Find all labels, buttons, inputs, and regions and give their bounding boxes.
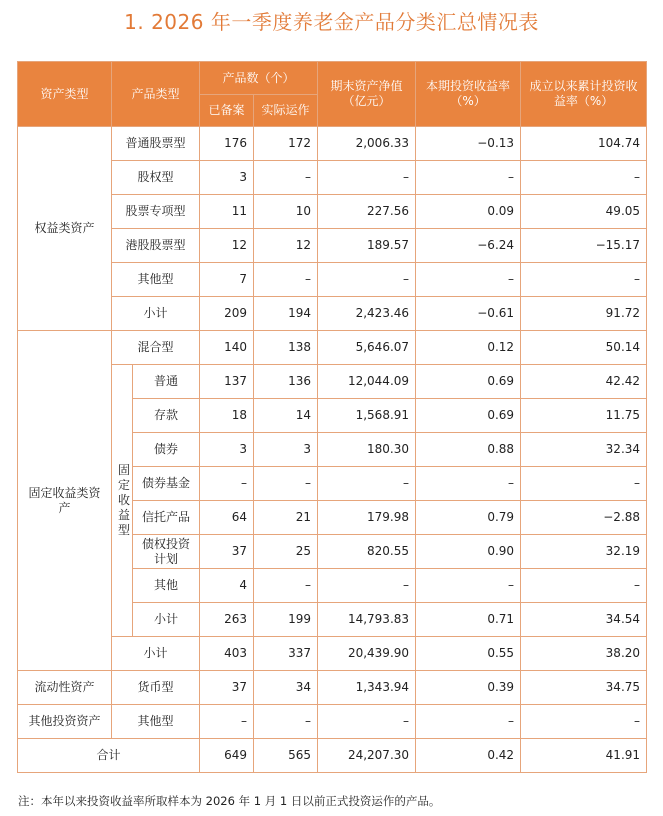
product-type-cell: 债券基金 <box>133 467 200 501</box>
registered-cell: – <box>200 467 254 501</box>
operating-cell: – <box>254 705 318 739</box>
period-return-cell: 0.71 <box>416 603 521 637</box>
product-type-cell: 其他型 <box>112 263 200 297</box>
period-return-cell: 0.90 <box>416 535 521 569</box>
period-return-cell: 0.79 <box>416 501 521 535</box>
operating-cell: 136 <box>254 365 318 399</box>
cumulative-return-cell: 11.75 <box>521 399 647 433</box>
cumulative-return-cell: 104.74 <box>521 127 647 161</box>
net-asset-cell: – <box>318 569 416 603</box>
table-row <box>18 127 647 161</box>
cumulative-return-cell: 50.14 <box>521 331 647 365</box>
net-asset-cell: – <box>318 705 416 739</box>
product-type-cell: 货币型 <box>112 671 200 705</box>
registered-cell: 18 <box>200 399 254 433</box>
cumulative-return-cell: 32.19 <box>521 535 647 569</box>
operating-cell: – <box>254 263 318 297</box>
net-asset-cell: 2,423.46 <box>318 297 416 331</box>
header-product-type: 产品类型 <box>112 62 200 127</box>
header-product-count: 产品数（个） <box>200 62 318 95</box>
period-return-cell: 0.88 <box>416 433 521 467</box>
product-type-cell: 其他型 <box>112 705 200 739</box>
operating-cell: – <box>254 569 318 603</box>
period-return-cell: −6.24 <box>416 229 521 263</box>
header-cumulative-return: 成立以来累计投资收益率（%） <box>521 62 647 127</box>
registered-cell: 3 <box>200 161 254 195</box>
cumulative-return-cell: – <box>521 161 647 195</box>
group-label-fixed-income: 固定收益类资产 <box>18 331 112 671</box>
operating-cell: 12 <box>254 229 318 263</box>
product-type-cell: 普通股票型 <box>112 127 200 161</box>
product-type-cell: 小计 <box>133 603 200 637</box>
period-return-cell: 0.39 <box>416 671 521 705</box>
product-type-cell: 债券 <box>133 433 200 467</box>
net-asset-cell: 14,793.83 <box>318 603 416 637</box>
operating-cell: 138 <box>254 331 318 365</box>
operating-cell: 337 <box>254 637 318 671</box>
period-return-cell: – <box>416 467 521 501</box>
registered-cell: – <box>200 705 254 739</box>
operating-cell: 34 <box>254 671 318 705</box>
table-row <box>18 637 647 671</box>
registered-cell: 4 <box>200 569 254 603</box>
registered-cell: 7 <box>200 263 254 297</box>
registered-cell: 37 <box>200 671 254 705</box>
registered-cell: 137 <box>200 365 254 399</box>
operating-cell: 565 <box>254 739 318 773</box>
operating-cell: 194 <box>254 297 318 331</box>
registered-cell: 649 <box>200 739 254 773</box>
cumulative-return-cell: 34.54 <box>521 603 647 637</box>
cumulative-return-cell: 41.91 <box>521 739 647 773</box>
operating-cell: 21 <box>254 501 318 535</box>
period-return-cell: – <box>416 569 521 603</box>
cumulative-return-cell: −2.88 <box>521 501 647 535</box>
total-label: 合计 <box>18 739 200 773</box>
net-asset-cell: 227.56 <box>318 195 416 229</box>
cumulative-return-cell: – <box>521 263 647 297</box>
net-asset-cell: 2,006.33 <box>318 127 416 161</box>
group-label-liquidity: 流动性资产 <box>18 671 112 705</box>
operating-cell: 10 <box>254 195 318 229</box>
net-asset-cell: 180.30 <box>318 433 416 467</box>
table-row <box>18 671 647 705</box>
product-type-cell: 小计 <box>112 637 200 671</box>
product-type-cell: 小计 <box>112 297 200 331</box>
group-label-equity: 权益类资产 <box>18 127 112 331</box>
table-row <box>18 297 647 331</box>
operating-cell: 14 <box>254 399 318 433</box>
cumulative-return-cell: – <box>521 569 647 603</box>
period-return-cell: 0.69 <box>416 365 521 399</box>
period-return-cell: 0.69 <box>416 399 521 433</box>
product-type-cell: 其他 <box>133 569 200 603</box>
net-asset-cell: – <box>318 263 416 297</box>
cumulative-return-cell: 32.34 <box>521 433 647 467</box>
product-type-cell: 普通 <box>133 365 200 399</box>
product-type-cell: 存款 <box>133 399 200 433</box>
net-asset-cell: 20,439.90 <box>318 637 416 671</box>
page-title: 1. 2026 年一季度养老金产品分类汇总情况表 <box>124 10 539 34</box>
product-type-cell: 股权型 <box>112 161 200 195</box>
period-return-cell: – <box>416 263 521 297</box>
registered-cell: 403 <box>200 637 254 671</box>
cumulative-return-cell: – <box>521 705 647 739</box>
table-row <box>18 263 647 297</box>
net-asset-cell: 1,343.94 <box>318 671 416 705</box>
net-asset-cell: – <box>318 467 416 501</box>
operating-cell: – <box>254 467 318 501</box>
period-return-cell: – <box>416 705 521 739</box>
registered-cell: 11 <box>200 195 254 229</box>
net-asset-cell: 820.55 <box>318 535 416 569</box>
period-return-cell: 0.09 <box>416 195 521 229</box>
product-type-cell: 股票专项型 <box>112 195 200 229</box>
table-row <box>18 229 647 263</box>
table-row <box>18 705 647 739</box>
footnote: 注：本年以来投资收益率所取样本为 2026 年 1 月 1 日以前正式投资运作的产品。 <box>18 794 441 808</box>
period-return-cell: −0.61 <box>416 297 521 331</box>
sub-group-label-fixed: 固定收益型 <box>112 365 133 637</box>
product-summary-table <box>17 61 647 773</box>
net-asset-cell: 24,207.30 <box>318 739 416 773</box>
registered-cell: 37 <box>200 535 254 569</box>
table-row <box>18 365 647 399</box>
product-type-cell: 混合型 <box>112 331 200 365</box>
cumulative-return-cell: – <box>521 467 647 501</box>
operating-cell: – <box>254 161 318 195</box>
period-return-cell: −0.13 <box>416 127 521 161</box>
cumulative-return-cell: 34.75 <box>521 671 647 705</box>
operating-cell: 199 <box>254 603 318 637</box>
registered-cell: 209 <box>200 297 254 331</box>
period-return-cell: 0.12 <box>416 331 521 365</box>
net-asset-cell: 179.98 <box>318 501 416 535</box>
net-asset-cell: 5,646.07 <box>318 331 416 365</box>
period-return-cell: 0.42 <box>416 739 521 773</box>
registered-cell: 176 <box>200 127 254 161</box>
period-return-cell: 0.55 <box>416 637 521 671</box>
net-asset-cell: – <box>318 161 416 195</box>
product-type-cell: 债权投资计划 <box>133 535 200 569</box>
table-row <box>18 331 647 365</box>
group-label-other-investment: 其他投资资产 <box>18 705 112 739</box>
table-row <box>18 195 647 229</box>
header-period-return: 本期投资收益率（%） <box>416 62 521 127</box>
cumulative-return-cell: 49.05 <box>521 195 647 229</box>
registered-cell: 263 <box>200 603 254 637</box>
net-asset-cell: 189.57 <box>318 229 416 263</box>
registered-cell: 64 <box>200 501 254 535</box>
operating-cell: 25 <box>254 535 318 569</box>
cumulative-return-cell: 42.42 <box>521 365 647 399</box>
header-registered: 已备案 <box>200 95 254 127</box>
cumulative-return-cell: 91.72 <box>521 297 647 331</box>
product-type-cell: 信托产品 <box>133 501 200 535</box>
operating-cell: 172 <box>254 127 318 161</box>
header-asset-type: 资产类型 <box>18 62 112 127</box>
net-asset-cell: 1,568.91 <box>318 399 416 433</box>
table-row <box>18 161 647 195</box>
operating-cell: 3 <box>254 433 318 467</box>
header-operating: 实际运作 <box>254 95 318 127</box>
registered-cell: 12 <box>200 229 254 263</box>
header-net-asset: 期末资产净值（亿元） <box>318 62 416 127</box>
net-asset-cell: 12,044.09 <box>318 365 416 399</box>
registered-cell: 140 <box>200 331 254 365</box>
cumulative-return-cell: −15.17 <box>521 229 647 263</box>
period-return-cell: – <box>416 161 521 195</box>
table-row-total <box>18 739 647 773</box>
registered-cell: 3 <box>200 433 254 467</box>
product-type-cell: 港股股票型 <box>112 229 200 263</box>
cumulative-return-cell: 38.20 <box>521 637 647 671</box>
